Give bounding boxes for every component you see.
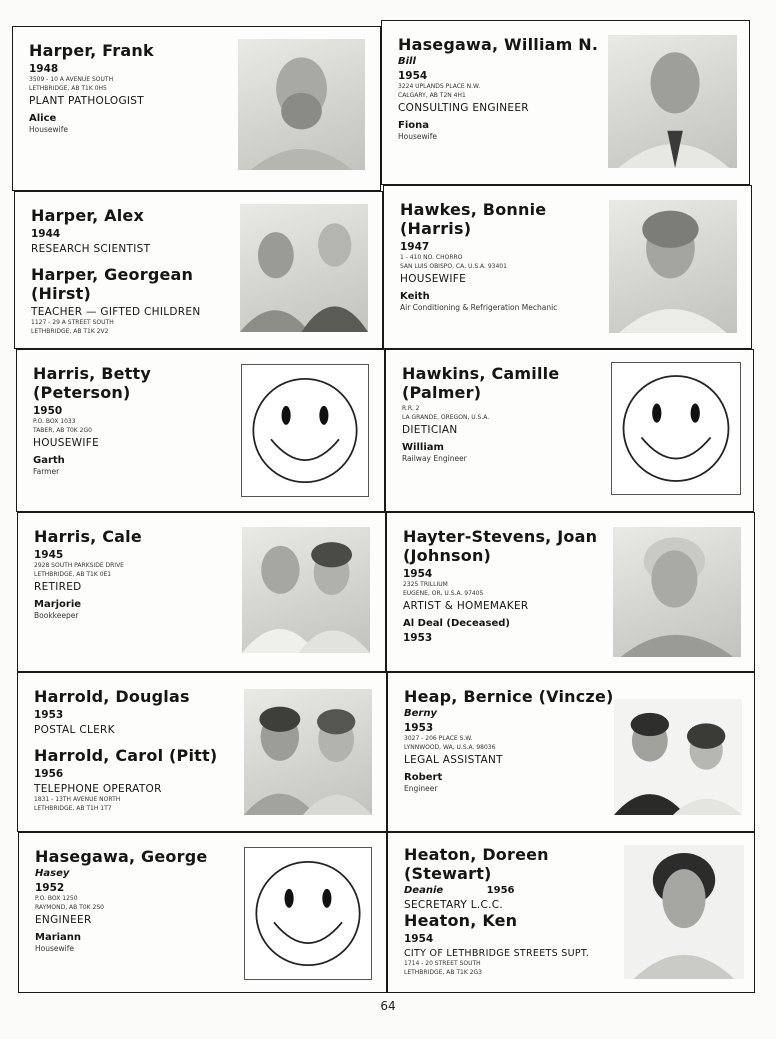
entry-name: Harper, Alex xyxy=(31,206,145,225)
entry-maiden-name: (Peterson) xyxy=(33,383,131,402)
entry-harris-betty xyxy=(16,349,385,512)
entry-year: 1953 xyxy=(34,709,64,721)
entry-address-line: TABER, AB T0K 2G0 xyxy=(33,426,92,434)
entry-address-line: 3027 - 206 PLACE S.W. xyxy=(404,735,473,742)
entry-year: 1948 xyxy=(29,63,59,75)
entry-name: Heap, Bernice (Vincze) xyxy=(404,687,614,706)
entry-spouse-occupation: Housewife xyxy=(29,125,68,134)
entry-address-line: P.O. BOX 1250 xyxy=(35,895,78,902)
entry-maiden-name: (Stewart) xyxy=(404,864,492,883)
entry-name: Hawkes, Bonnie xyxy=(400,200,547,219)
portrait-photo xyxy=(613,527,741,657)
entry-address-line: RAYMOND, AB T0K 2S0 xyxy=(35,903,104,911)
entry-name: Hasegawa, William N. xyxy=(398,35,599,54)
entry-year: 1953 xyxy=(404,722,434,734)
entry-spouse-name: Harper, Georgean xyxy=(31,265,194,284)
smiley-face-icon xyxy=(611,362,741,495)
entry-address-line: 1831 - 13TH AVENUE NORTH xyxy=(34,796,121,803)
entry-address-line: LYNNWOOD, WA, U.S.A. 98036 xyxy=(404,743,496,751)
entry-address-line: LETHBRIDGE, AB T1K 0E1 xyxy=(34,570,112,578)
entry-occupation: CONSULTING ENGINEER xyxy=(398,102,529,114)
entry-year: 1956 xyxy=(486,885,515,896)
entry-name: Harper, Frank xyxy=(29,41,154,60)
entry-hawkins-camille xyxy=(385,349,754,512)
entry-hasegawa-william xyxy=(381,20,750,185)
entry-address-line: LETHBRIDGE, AB T1K 2G3 xyxy=(404,968,482,976)
entry-address-line: 1 - 410 NO. CHORRO xyxy=(400,254,463,261)
entry-year: 1947 xyxy=(400,241,430,253)
entry-address-line: SAN LUIS OBISPO, CA, U.S.A. 93401 xyxy=(400,262,507,270)
entry-spouse-occupation: TEACHER — GIFTED CHILDREN xyxy=(31,306,201,318)
entry-occupation: DIETICIAN xyxy=(402,424,458,436)
entry-spouse: Fiona xyxy=(398,120,429,131)
entry-spouse-year: 1954 xyxy=(404,933,434,945)
entry-spouse: Robert xyxy=(404,772,443,783)
entry-nickname: Bill xyxy=(398,56,416,67)
entry-year: 1954 xyxy=(398,70,428,82)
entry-address-line: CALGARY, AB T2N 4H1 xyxy=(398,91,466,99)
entry-occupation: HOUSEWIFE xyxy=(400,273,466,285)
entry-address-line: 1127 - 29 A STREET SOUTH xyxy=(31,319,114,326)
portrait-photo xyxy=(609,200,737,333)
entry-spouse-occupation: CITY OF LETHBRIDGE STREETS SUPT. xyxy=(404,948,590,959)
entry-spouse-occupation: Railway Engineer xyxy=(402,454,467,463)
entry-harper-frank xyxy=(12,26,381,191)
entry-occupation: LEGAL ASSISTANT xyxy=(404,754,503,766)
entry-harrold-douglas xyxy=(17,672,387,832)
entry-spouse: William xyxy=(402,442,444,453)
entry-spouse-occupation: Bookkeeper xyxy=(34,611,79,620)
entry-address-line: P.O. BOX 1033 xyxy=(33,418,76,425)
portrait-photo xyxy=(608,35,737,168)
entry-maiden-name: (Johnson) xyxy=(403,546,492,565)
couple-photo xyxy=(244,689,372,815)
entry-name: Hayter-Stevens, Joan xyxy=(403,527,598,546)
entry-address-line: LETHBRIDGE, AB T1K 0H5 xyxy=(29,84,107,92)
entry-spouse: Mariann xyxy=(35,932,82,943)
entry-name: Hawkins, Camille xyxy=(402,364,560,383)
entry-occupation: PLANT PATHOLOGIST xyxy=(29,95,144,107)
entry-spouse-name: Harrold, Carol (Pitt) xyxy=(34,746,218,765)
couple-photo xyxy=(240,204,368,332)
entry-year: 1944 xyxy=(31,228,61,240)
entry-heaton-doreen xyxy=(387,832,755,993)
entry-nickname: Deanie xyxy=(404,885,444,896)
entry-year: 1952 xyxy=(35,882,65,894)
entry-address-line: 3509 - 10 A AVENUE SOUTH xyxy=(29,76,114,83)
portrait-photo xyxy=(238,39,365,170)
entry-heap-bernice xyxy=(387,672,755,832)
entry-nickname-and-year xyxy=(404,885,622,896)
entry-spouse: Garth xyxy=(33,455,65,466)
entry-spouse-name: Heaton, Ken xyxy=(404,911,518,930)
entry-address-line: LA GRANDE, OREGON, U.S.A. xyxy=(402,413,490,421)
entry-spouse: Al Deal (Deceased) xyxy=(403,618,510,629)
entry-spouse-year: 1953 xyxy=(403,632,433,644)
entry-occupation: RESEARCH SCIENTIST xyxy=(31,243,151,255)
entry-occupation: POSTAL CLERK xyxy=(34,724,115,736)
entry-occupation: ARTIST & HOMEMAKER xyxy=(403,600,529,612)
entry-spouse-occupation: Air Conditioning & Refrigeration Mechanic xyxy=(400,303,558,312)
entry-name: Hasegawa, George xyxy=(35,847,208,866)
entry-spouse-occupation: TELEPHONE OPERATOR xyxy=(34,783,162,795)
entry-spouse-year: 1956 xyxy=(34,768,64,780)
entry-spouse: Marjorie xyxy=(34,599,82,610)
entry-address-line: 2928 SOUTH PARKSIDE DRIVE xyxy=(34,562,124,569)
entry-address-line: EUGENE, OR, U.S.A. 97405 xyxy=(403,589,484,597)
entry-nickname: Berny xyxy=(404,708,437,719)
entry-name: Harrold, Douglas xyxy=(34,687,190,706)
smiley-face-icon xyxy=(241,364,369,497)
entry-harper-alex xyxy=(14,191,383,349)
entry-spouse-maiden-name: (Hirst) xyxy=(31,284,91,303)
portrait-photo xyxy=(624,845,744,979)
entry-maiden-name: (Harris) xyxy=(400,219,472,238)
entry-year: 1950 xyxy=(33,405,63,417)
entry-maiden-name: (Palmer) xyxy=(402,383,482,402)
entry-nickname: Hasey xyxy=(35,868,70,879)
couple-photo xyxy=(242,527,370,653)
couple-photo xyxy=(614,699,742,815)
entry-spouse-occupation: Housewife xyxy=(35,944,74,953)
entry-occupation: HOUSEWIFE xyxy=(33,437,99,449)
page-number: 64 xyxy=(380,999,396,1013)
entry-address-line: 2325 TRILLIUM xyxy=(403,581,448,588)
smiley-face-icon xyxy=(244,847,372,980)
yearbook-page xyxy=(12,20,750,993)
entry-occupation: SECRETARY L.C.C. xyxy=(404,899,504,911)
entry-spouse-occupation: Farmer xyxy=(33,467,60,476)
entry-year: 1954 xyxy=(403,568,433,580)
entry-spouse-occupation: Engineer xyxy=(404,784,438,793)
entry-hawkes-bonnie xyxy=(383,185,752,349)
entry-occupation: RETIRED xyxy=(34,581,82,593)
entry-address-line: R.R. 2 xyxy=(402,405,420,412)
entry-spouse-occupation: Housewife xyxy=(398,132,437,141)
entry-occupation: ENGINEER xyxy=(35,914,92,926)
entry-harris-cale xyxy=(17,512,386,672)
entry-hayter-stevens-joan xyxy=(386,512,755,672)
entry-address-line: LETHBRIDGE, AB T1H 1T7 xyxy=(34,804,112,812)
entry-address-line: 3224 UPLANDS PLACE N.W. xyxy=(398,83,481,90)
entry-name: Heaton, Doreen xyxy=(404,845,549,864)
entry-address-line: LETHBRIDGE, AB T1K 2V2 xyxy=(31,327,109,335)
entry-name: Harris, Cale xyxy=(34,527,142,546)
entry-address-line: 1714 - 20 STREET SOUTH xyxy=(404,960,481,967)
entry-hasegawa-george xyxy=(18,832,387,993)
entry-name: Harris, Betty xyxy=(33,364,151,383)
entry-year: 1945 xyxy=(34,549,64,561)
entry-spouse: Alice xyxy=(29,113,57,124)
entry-spouse: Keith xyxy=(400,291,430,302)
